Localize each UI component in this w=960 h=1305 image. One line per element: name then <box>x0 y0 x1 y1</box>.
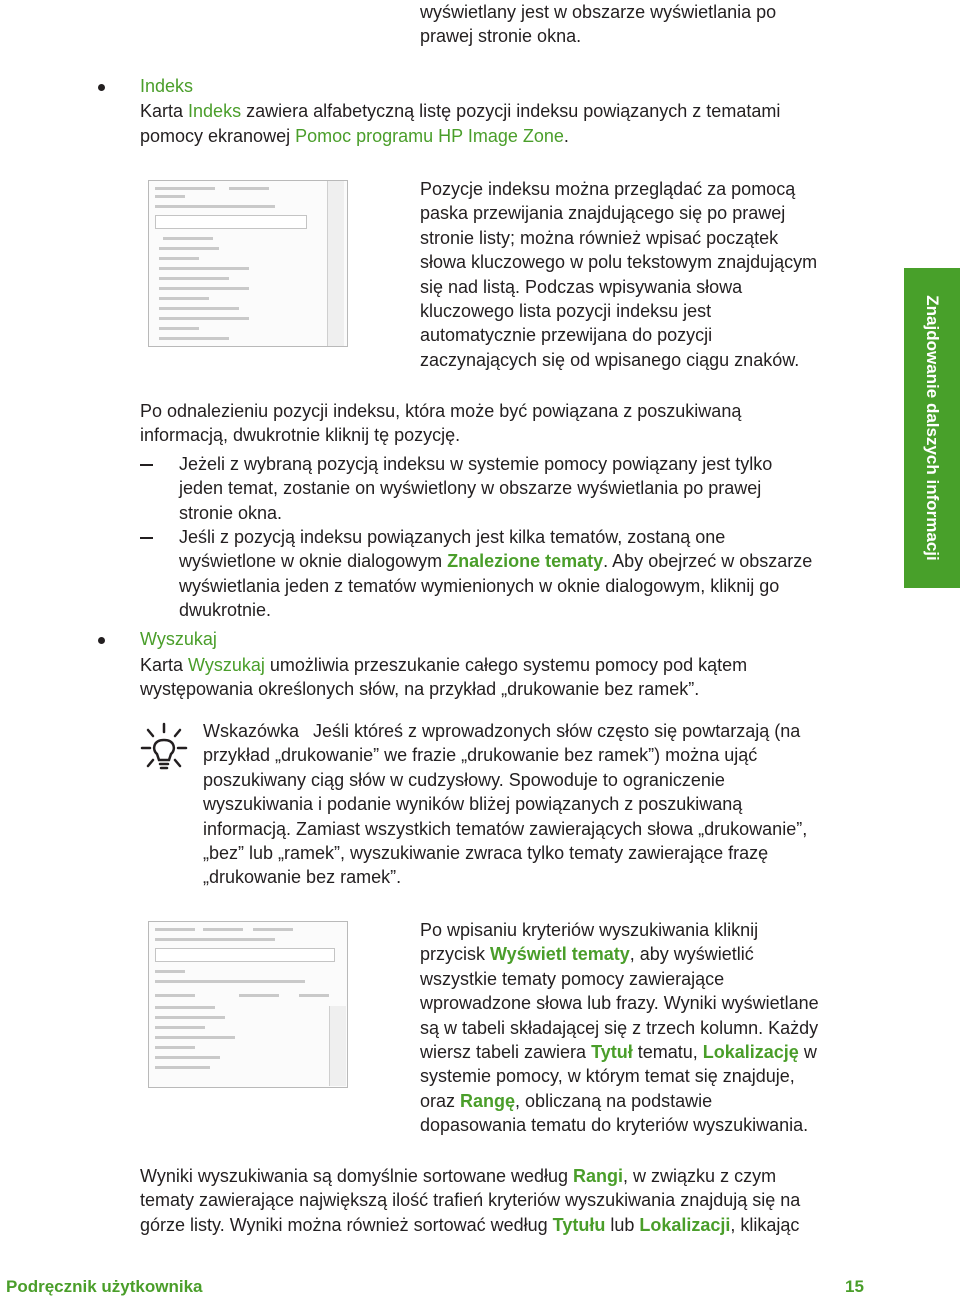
paragraph: Wyniki wyszukiwania są domyślnie sortowane według Rangi, w związku z czym tematy zawierające największą ilość trafień kryteriów wyszukiwania znajdują się na górze listy. Wyniki można również sortować według Tytułu lub Lokalizacji, klikając <box>140 1166 801 1235</box>
dash-item: Jeśli z pozycją indeksu powiązanych jest kilka tematów, zostaną one wyświetlone w oknie dialogowym Znalezione tematy. Aby obejrzeć w obszarze wyświetlania jeden z tematów wymienionych w oknie dialogowym, kliknij go dwukrotnie. <box>179 527 813 621</box>
chapter-side-tab <box>904 268 960 588</box>
continued-text-line: prawej stronie okna. <box>420 26 582 46</box>
lightbulb-icon <box>140 722 188 774</box>
dash-icon <box>140 537 153 539</box>
search-description: Po wpisaniu kryteriów wyszukiwania kliknij przycisk Wyświetl tematy, aby wyświetlić wszystkie tematy pomocy zawierające wprowadzone słowa lub frazy. Wyniki wyświetlane są w tabeli składającej się z trzech kolumn. Każdy wiersz tabeli zawiera Tytuł tematu, Lokalizację w systemie pomocy, w którym temat się znajduje, oraz Rangę, obliczaną na podstawie dopasowania tematu do kryteriów wyszukiwania. <box>420 920 819 1136</box>
section-heading-indeks: Indeks <box>140 76 194 96</box>
tip-label: Wskazówka <box>203 721 300 741</box>
paragraph-line: Karta Wyszukaj umożliwia przeszukanie całego systemu pomocy pod kątem <box>140 655 748 675</box>
paragraph-line: pomocy ekranowej Pomoc programu HP Image Zone. <box>140 126 569 146</box>
section-heading-wyszukaj: Wyszukaj <box>140 629 217 649</box>
search-tab-screenshot <box>148 921 348 1088</box>
paragraph: Po odnalezieniu pozycji indeksu, która może być powiązana z poszukiwaną informacją, dwukrotnie kliknij tę pozycję. <box>140 401 742 446</box>
bullet-icon <box>98 84 105 91</box>
paragraph-line: występowania określonych słów, na przykład „drukowanie bez ramek”. <box>140 679 700 699</box>
index-description: Pozycje indeksu można przeglądać za pomocą paska przewijania znajdującego się po prawej stronie listy; można również wpisać początek słowa kluczowego w polu tekstowym znajdującym się nad listą. Podczas wpisywania słowa kluczowego lista pozycji indeksu jest automatycznie przewijana do pozycji zaczynających się od wpisanego ciągu znaków. <box>420 179 818 370</box>
dash-icon <box>140 464 153 466</box>
index-tab-screenshot <box>148 180 348 347</box>
paragraph-line: Karta Indeks zawiera alfabetyczną listę pozycji indeksu powiązanych z tematami <box>140 101 781 121</box>
chapter-side-tab-label: Znajdowanie dalszych informacji <box>923 295 942 561</box>
page-number: 15 <box>845 1277 864 1296</box>
bullet-icon <box>98 637 105 644</box>
footer-manual-title: Podręcznik użytkownika <box>6 1277 203 1296</box>
dash-item: Jeżeli z wybraną pozycją indeksu w systemie pomocy powiązany jest tylko jeden temat, zostanie on wyświetlony w obszarze wyświetlania po prawej stronie okna. <box>179 454 773 523</box>
continued-text-line: wyświetlany jest w obszarze wyświetlania po <box>420 2 777 22</box>
tip-note: Wskazówka Jeśli któreś z wprowadzonych słów często się powtarzają (na przykład „drukowanie” we frazie „drukowanie bez ramek”) można ująć poszukiwany ciąg słów w cudzysłowy. Spowoduje to ograniczenie wyszukiwania i podanie wyników bliżej powiązanych z poszukiwaną informacją. Zamiast wszystkich tematów zawierających słowa „drukowanie”, „bez” lub „ramek”, wyszukiwanie zwraca tylko tematy zawierające frazę „drukowanie bez ramek”. <box>203 721 808 888</box>
